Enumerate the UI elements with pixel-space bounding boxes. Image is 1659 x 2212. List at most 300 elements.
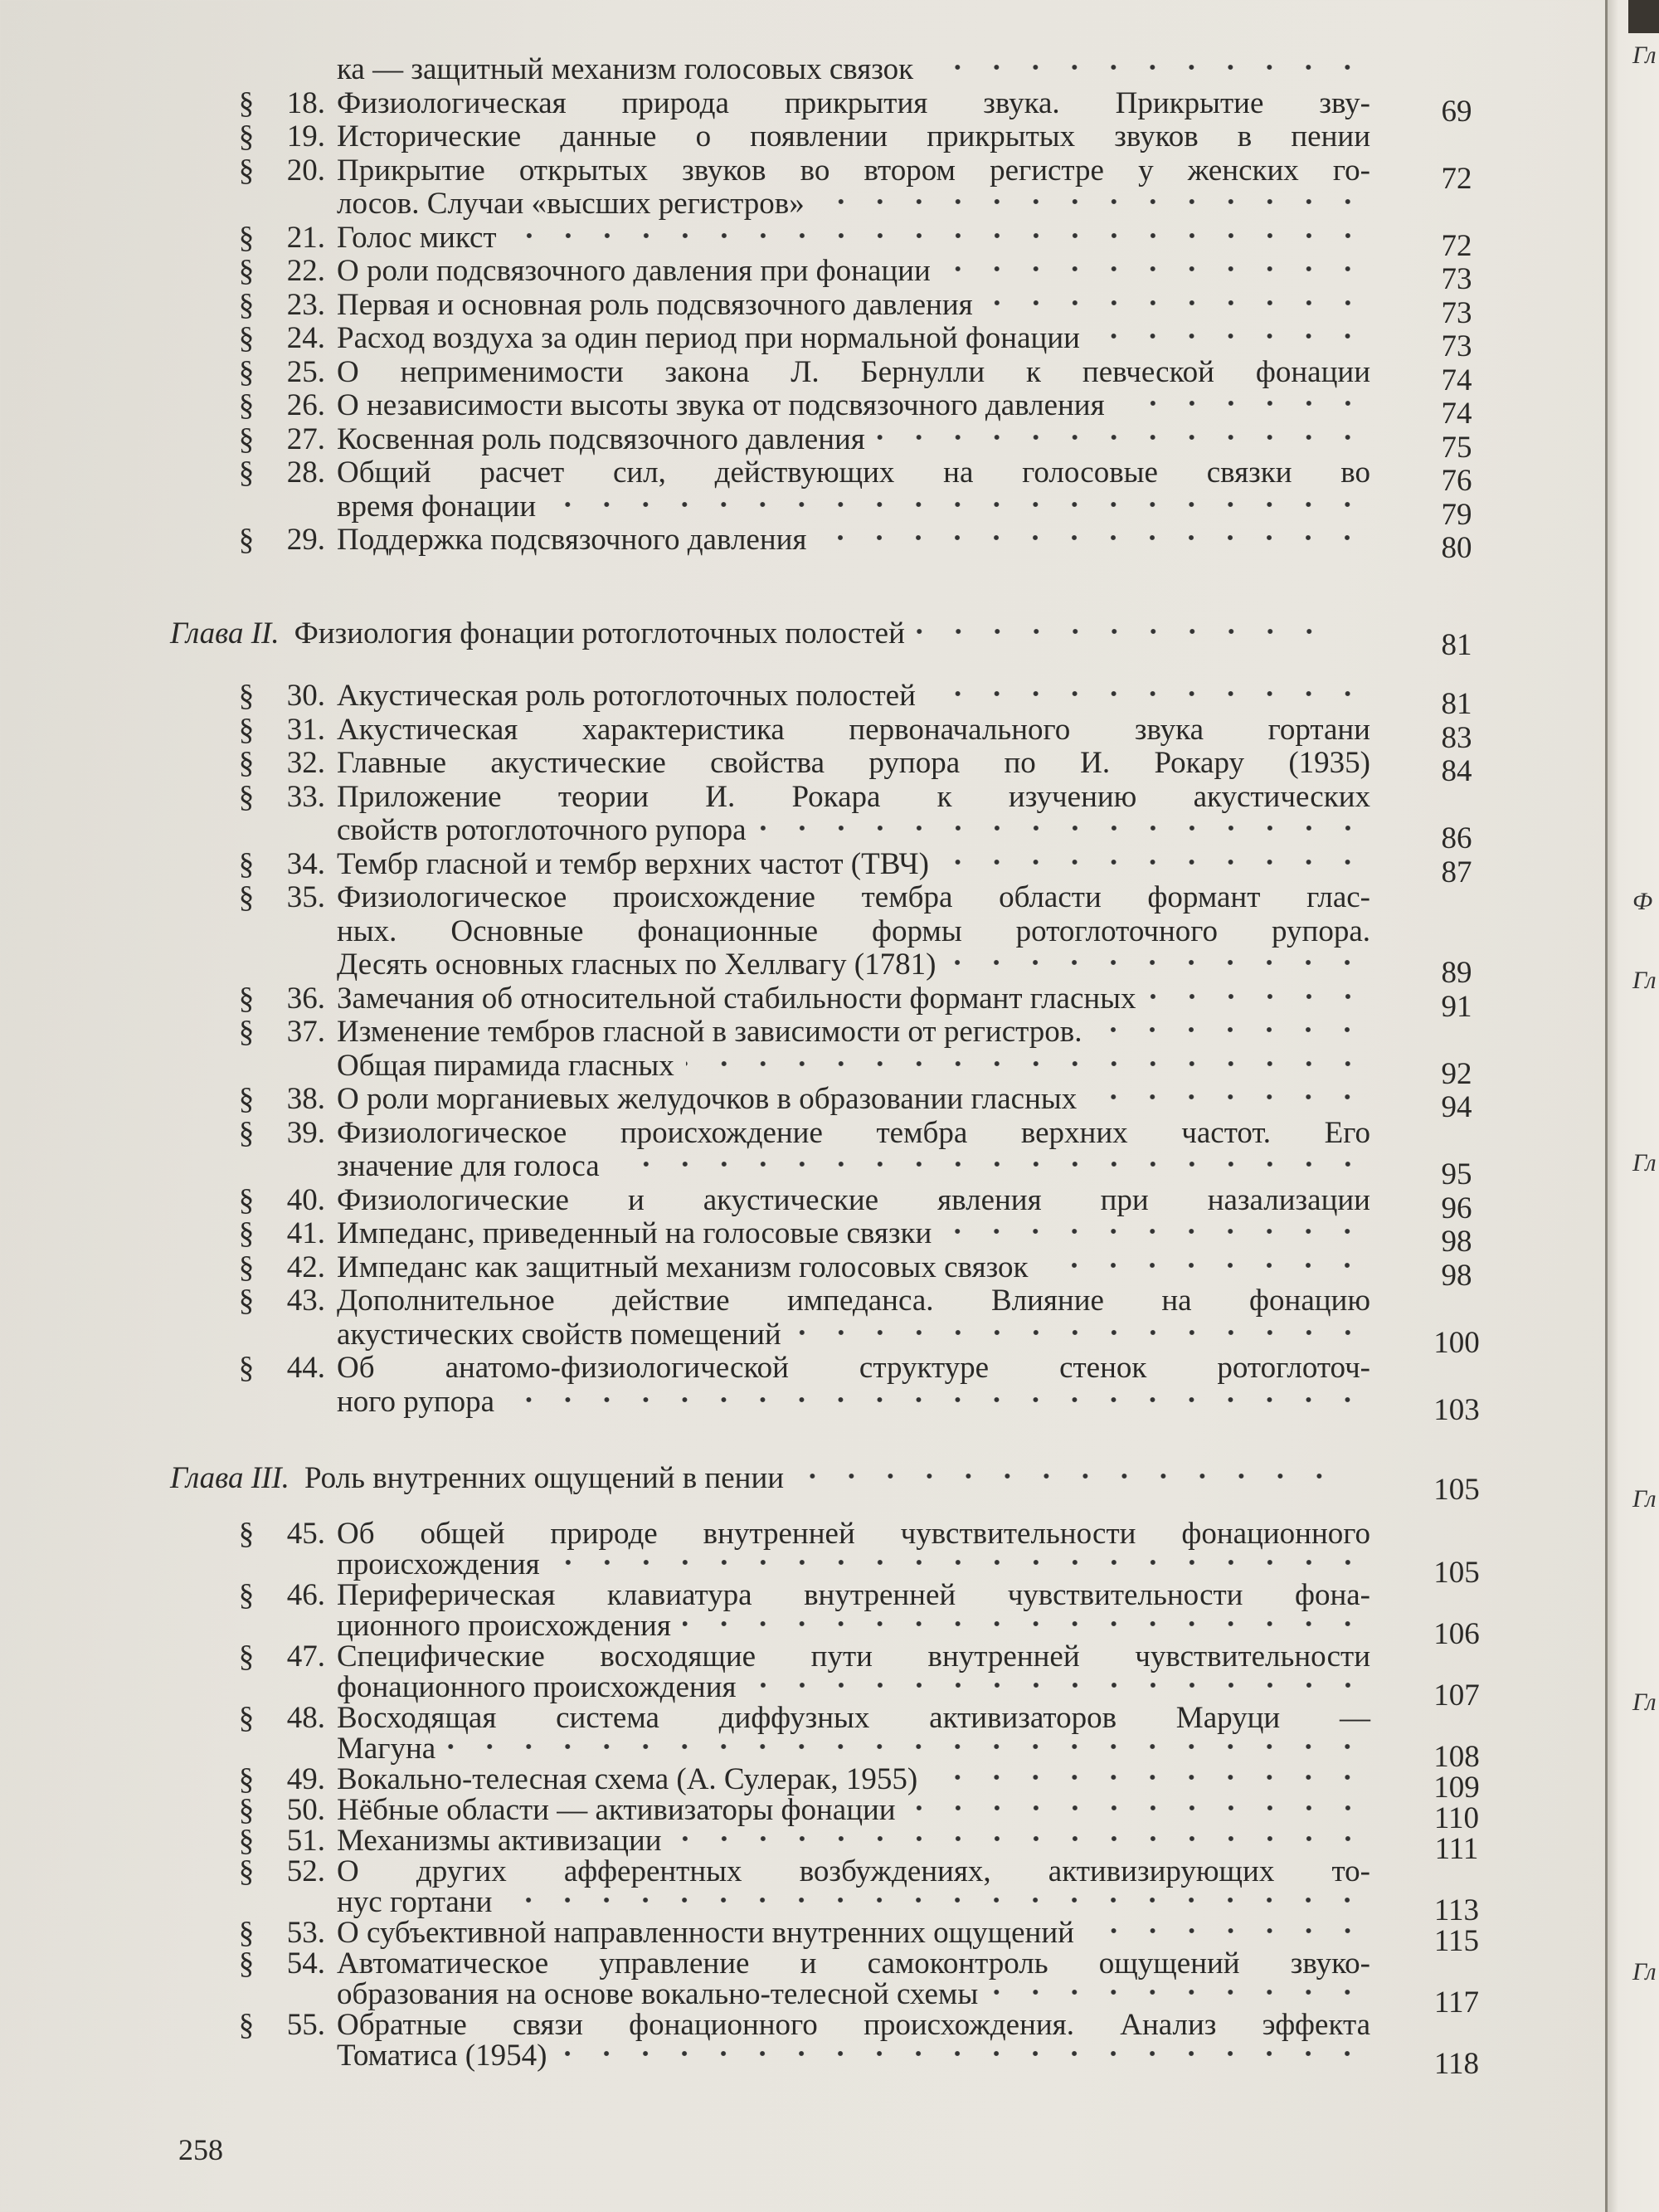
entry-text-line [337,1284,1370,1318]
section-sign: § [238,1115,255,1150]
entry-page-number: 96 [1441,1191,1472,1225]
toc-group-chapter-2 [170,616,1526,1427]
toc-entry [232,1284,1526,1318]
dot-leader [558,2042,1370,2065]
dot-leader [1117,392,1370,415]
toc-entry [232,456,1526,498]
entry-number: 23. [286,287,325,322]
toc-entry [232,781,1526,815]
entry-page-number: 80 [1441,531,1472,565]
entry-text-line [337,1825,1370,1856]
chapter-heading [170,1460,1526,1507]
section-sign: § [238,1082,255,1116]
entry-title: Физиологическое происхождение тембра верхних частот. Его [337,1115,1370,1150]
toc-entry [232,1016,1526,1050]
section-sign: § [238,1640,255,1674]
toc-entry-continuation [232,1885,1526,1927]
section-sign: § [238,1916,255,1950]
dot-leader [947,951,1370,974]
entry-title: значение для голоса [337,1149,600,1183]
entry-number: 42. [286,1250,325,1284]
toc-entry [232,679,1526,721]
entry-page-number: 106 [1433,1617,1480,1651]
entry-text-line [337,1672,1370,1703]
dot-leader [1148,985,1370,1008]
entry-title: Импеданс как защитный механизм голосовых связок [337,1250,1029,1284]
entry-page-number: 118 [1433,2047,1480,2081]
dot-leader [611,1152,1370,1176]
entry-title: Косвенная роль подсвязочного давления [337,421,865,456]
section-sign: § [238,321,255,355]
entry-title: Изменение тембров гласной в зависимости от регистров. [337,1015,1082,1049]
entry-title: фонационного происхождения [337,1670,737,1704]
toc-entry-continuation [232,813,1526,855]
entry-page-number: 89 [1441,956,1472,990]
chapter-title-line [294,616,1332,652]
entry-page-number: 92 [1441,1056,1472,1091]
entry-text-line [337,322,1370,355]
entry-text-line [337,1979,1370,2010]
toc-entry [232,1182,1526,1225]
entry-number: 49. [286,1762,325,1796]
chapter-page-number: 105 [1433,1473,1480,1507]
facing-page-text-fragment: Ф [1632,888,1653,915]
entry-page-number: 91 [1441,989,1472,1024]
entry-number: 37. [286,1015,325,1049]
dot-leader [925,56,1370,79]
toc-entry [232,120,1526,154]
entry-title: нус гортани [337,1885,493,1919]
dot-leader [547,493,1370,516]
dot-leader [818,526,1370,549]
entry-title: Нёбные области — активизаторы фонации [337,1793,896,1827]
toc-entry-continuation [232,915,1526,949]
entry-text-line [337,1549,1370,1580]
entry-number: 54. [286,1946,325,1981]
dot-leader [877,426,1370,449]
entry-number: 34. [286,846,325,881]
entry-title: свойств ротоглоточного рупора [337,813,747,847]
entry-text-line [337,948,1370,982]
entry-text-line [337,1948,1370,1979]
chapter-heading [170,616,1526,662]
entry-title: Периферическая клавиатура внутренней чувствительности фона- [337,1578,1370,1612]
dot-leader [1086,1919,1370,1942]
entry-number: 27. [286,421,325,456]
entry-title: Вокально-телесная схема (А. Сулерак, 1955) [337,1762,918,1796]
section-sign: § [238,1701,255,1735]
dot-leader [748,1674,1370,1697]
entry-text-line [337,1016,1370,1049]
entry-title: Дополнительное действие импеданса. Влияние на фонацию [337,1284,1370,1318]
entry-page-number: 74 [1441,363,1472,397]
entry-page-number: 73 [1441,329,1472,363]
toc-entry [232,712,1526,755]
chapter-label: Глава III. [170,1461,289,1495]
dot-leader [1092,324,1370,348]
entry-text-line [337,714,1370,747]
entry-number: 21. [286,220,325,255]
page-corner-shadow [1628,0,1659,33]
section-sign: § [238,2008,255,2042]
entry-title: О роли подсвязочного давления при фонации [337,254,931,288]
entry-text-line [337,1352,1370,1385]
toc-entry [232,1216,1526,1259]
entry-text-line [337,524,1370,557]
toc-entry [232,1580,1526,1610]
dot-leader [552,1551,1370,1574]
entry-page-number: 76 [1441,464,1472,498]
dot-leader [504,1888,1370,1912]
entry-title: Восходящая система диффузных активизаторов Маруци — [337,1701,1370,1735]
entry-page-number: 75 [1441,430,1472,465]
entry-text-line [337,2040,1370,2071]
entry-title: время фонации [337,489,537,524]
entry-text-line [337,1856,1370,1887]
entry-text-line [337,814,1370,847]
entry-text-line [337,1641,1370,1672]
section-sign: § [238,1793,255,1827]
dot-leader [793,1321,1370,1344]
entry-text-line [337,1610,1370,1641]
entry-title: Физиологическое происхождение тембра области формант глас- [337,880,1370,914]
section-sign: § [238,254,255,288]
entry-page-number: 117 [1433,1985,1480,2020]
entry-page-number: 115 [1433,1924,1480,1958]
toc-entry [232,1703,1526,1733]
entry-text-line [337,154,1370,188]
entry-number: 31. [286,712,325,747]
entry-text-line [337,781,1370,814]
entry-number: 38. [286,1082,325,1116]
section-sign: § [238,846,255,881]
section-sign: § [238,1854,255,1888]
toc-entry [232,1916,1526,1958]
entry-page-number: 84 [1441,754,1472,788]
entry-text-line [337,456,1370,490]
entry-number: 53. [286,1916,325,1950]
entry-title: Акустическая характеристика первоначального звука гортани [337,712,1370,747]
facing-page-text-fragment: Гл [1632,1149,1657,1177]
dot-leader [1039,1254,1370,1277]
entry-title: ного рупора [337,1384,495,1419]
entry-number: 45. [286,1517,325,1551]
entry-page-number: 95 [1441,1157,1472,1191]
section-sign: § [238,981,255,1016]
entry-text-line [337,1386,1370,1419]
entry-text-line [337,1795,1370,1825]
entry-title: Импеданс, приведенный на голосовые связки [337,1216,932,1250]
toc-entry [232,1824,1526,1866]
entry-text-line [337,982,1370,1016]
dot-leader [1093,1018,1370,1041]
dot-leader [985,291,1370,314]
entry-text-line [337,1318,1370,1352]
entry-number: 43. [286,1284,325,1318]
entry-title: лосов. Случаи «высших регистров» [337,187,805,221]
entry-title: Приложение теории И. Рокара к изучению акустических [337,779,1370,814]
section-sign: § [238,220,255,255]
section-sign: § [238,119,255,153]
toc-entry-continuation [232,188,1526,222]
toc-entry [232,1762,1526,1805]
facing-page-text-fragment: Гл [1632,967,1657,994]
entry-text-line [337,1580,1370,1610]
toc-entry [232,220,1526,263]
entry-number: 44. [286,1351,325,1385]
section-sign: § [238,679,255,713]
section-sign: § [238,153,255,188]
dot-leader [508,224,1370,247]
entry-number: 40. [286,1182,325,1217]
entry-title: образования на основе вокально-телесной схемы [337,1977,979,2011]
facing-page-text-fragment: Гл [1632,1688,1657,1716]
entry-title: Десять основных гласных по Хеллвагу (1781) [337,948,937,982]
section-sign: § [238,85,255,120]
entry-title: происхождения [337,1547,540,1581]
entry-number: 46. [286,1578,325,1612]
toc-entry [232,1856,1526,1887]
toc-entry [232,153,1526,196]
entry-number: 33. [286,779,325,814]
entry-number: 52. [286,1854,325,1888]
section-sign: § [238,388,255,422]
entry-title: Физиологическая природа прикрытия звука. Прикрытие зву- [337,85,1370,120]
entry-text-line [337,1184,1370,1217]
entry-number: 41. [286,1216,325,1250]
entry-number: 26. [286,388,325,422]
entry-number: 55. [286,2008,325,2042]
facing-page-edge [1605,0,1659,2212]
entry-title: Магуна [337,1732,436,1766]
toc-entry-continuation [232,1547,1526,1590]
toc-entry-continuation [232,1670,1526,1713]
entry-text-line [337,490,1370,524]
toc-entry [232,254,1526,296]
section-sign: § [238,421,255,456]
toc-entry-continuation [232,1609,1526,1651]
entry-title: ционного происхождения [337,1609,671,1643]
entry-page-number: 86 [1441,821,1472,855]
entry-text-line [337,289,1370,322]
toc-entry [232,1082,1526,1124]
section-sign: § [238,354,255,389]
dot-leader [686,1052,1370,1075]
entry-page-number: 79 [1441,497,1472,532]
entry-page-number: 113 [1433,1893,1480,1927]
entry-text-line [337,1917,1370,1948]
dot-leader [506,1388,1370,1411]
entry-page-number: 103 [1433,1392,1480,1427]
section-sign: § [238,779,255,814]
entry-number: 48. [286,1701,325,1735]
toc-entry [232,881,1526,915]
section-sign: § [238,1824,255,1858]
entry-page-number: 69 [1441,94,1472,129]
entry-text-line [337,1117,1370,1150]
entry-number: 20. [286,153,325,188]
entry-title: Томатиса (1954) [337,2039,547,2073]
facing-page-text-fragment: Гл [1632,1485,1657,1513]
section-sign: § [238,287,255,322]
entry-text-line [337,1083,1370,1116]
entry-title: О неприменимости закона Л. Бернулли к певческой фонации [337,354,1370,389]
section-sign: § [238,1216,255,1250]
chapter-title: Физиология фонации ротоглоточных полостей [294,616,905,650]
entry-text-line [337,1764,1370,1795]
entry-number: 24. [286,321,325,355]
section-sign: § [238,1015,255,1049]
dot-leader [943,1220,1370,1243]
dot-leader [674,1827,1370,1850]
entry-number: 19. [286,119,325,153]
section-sign: § [238,1250,255,1284]
entry-text-line [337,423,1370,456]
entry-title: Акустическая роль ротоглоточных полостей [337,679,916,713]
entry-text-line [337,53,1370,86]
toc-entry-continuation [232,1149,1526,1191]
toc-entry [232,321,1526,363]
entry-page-number: 107 [1433,1678,1480,1713]
entry-title: Исторические данные о появлении прикрытых звуков в пении [337,119,1370,153]
toc-entry [232,354,1526,397]
dot-leader [942,257,1370,280]
entry-page-number: 100 [1433,1325,1480,1360]
section-sign: § [238,1182,255,1217]
dot-leader [929,1766,1370,1789]
entry-title: Голос микст [337,220,497,255]
entry-number: 30. [286,679,325,713]
chapter-title: Роль внутренних ощущений в пении [304,1461,785,1495]
entry-number: 51. [286,1824,325,1858]
toc-entry [232,1518,1526,1549]
dot-leader [816,190,1370,213]
entry-title: Автоматическое управление и самоконтроль ощущений звуко- [337,1946,1370,1981]
toc-entry [232,746,1526,788]
section-sign: § [238,1762,255,1796]
entry-number: 25. [286,354,325,389]
toc-entry [232,1948,1526,1979]
chapter-label: Глава II. [170,616,280,650]
toc-entry-continuation [232,1977,1526,2020]
toc-entry [232,287,1526,330]
dot-leader [927,682,1370,705]
dot-leader [795,1464,1342,1488]
entry-page-number: 98 [1441,1258,1472,1293]
entry-number: 18. [286,85,325,120]
toc-entry [232,2010,1526,2040]
toc-entry-continuation [232,948,1526,990]
entry-page-number: 73 [1441,295,1472,330]
page-number: 258 [178,2133,223,2166]
dot-leader [758,816,1370,840]
section-sign: § [238,456,255,490]
dot-leader [990,1981,1370,2004]
toc-entry-continuation [232,1732,1526,1774]
toc-entry [232,1352,1526,1386]
entry-text-line [337,1050,1370,1083]
entry-number: 28. [286,456,325,490]
toc-entry-continuation [232,489,1526,532]
entry-text-line [337,222,1370,255]
entry-title: акустических свойств помещений [337,1317,781,1352]
entry-title: Прикрытие открытых звуков во втором регистре у женских го- [337,153,1370,188]
entry-number: 50. [286,1793,325,1827]
toc-entry [232,85,1526,129]
entry-title: Поддержка подсвязочного давления [337,523,807,557]
entry-text-line [337,1518,1370,1549]
toc-entry [232,1641,1526,1672]
entry-page-number: 72 [1441,228,1472,263]
entry-title: Специфические восходящие пути внутренней чувствительности [337,1640,1370,1674]
toc-entry [232,846,1526,889]
section-sign: § [238,1946,255,1981]
toc-entry-continuation [232,1384,1526,1427]
dot-leader [941,850,1370,874]
entry-text-line [337,389,1370,422]
entry-text-line [337,120,1370,153]
entry-title: Первая и основная роль подсвязочного давления [337,287,973,322]
toc-entry-continuation [232,2039,1526,2081]
entry-number: 29. [286,523,325,557]
dot-leader [917,620,1332,643]
entry-page-number: 108 [1433,1740,1480,1774]
section-sign: § [238,1351,255,1385]
toc-entry-continuation [232,53,1526,87]
dot-leader [907,1796,1370,1820]
entry-text-line [337,356,1370,389]
entry-title: ных. Основные фонационные формы ротоглоточного рупора. [337,914,1370,948]
section-sign: § [238,1578,255,1612]
entry-title: О роли морганиевых желудочков в образовании гласных [337,1082,1078,1116]
chapter-title-line [304,1460,1342,1497]
entry-title: Обратные связи фонационного происхождения. Анализ эффекта [337,2008,1370,2042]
entry-title: Об анатомо-физиологической структуре стенок ротоглоточ- [337,1351,1370,1385]
toc-entry [232,981,1526,1024]
entry-number: 35. [286,880,325,914]
toc-entry-continuation [232,1048,1526,1091]
dot-leader [1088,1085,1370,1108]
toc-entry [232,1117,1526,1151]
entry-title: ка — защитный механизм голосовых связок [337,52,914,86]
entry-number: 22. [286,254,325,288]
section-sign: § [238,1517,255,1551]
entry-text-line [337,255,1370,288]
entry-page-number: 110 [1433,1801,1480,1835]
toc-entry [232,421,1526,465]
entry-page-number: 81 [1441,687,1472,721]
entry-title: О независимости высоты звука от подсвязочного давления [337,388,1105,422]
dot-leader [683,1612,1370,1635]
entry-title: О субъективной направленности внутренних ощущений [337,1916,1074,1950]
entry-title: Механизмы активизации [337,1824,662,1858]
entry-text-line [337,188,1370,221]
entry-text-line [337,881,1370,914]
toc-entry-continuation [232,1317,1526,1360]
facing-page-text-fragment: Гл [1632,41,1657,69]
chapter-page-number: 81 [1441,628,1472,662]
entry-number: 36. [286,981,325,1016]
section-sign: § [238,523,255,557]
dot-leader [447,1735,1370,1758]
entry-text-line [337,1733,1370,1764]
entry-page-number: 94 [1441,1090,1472,1124]
entry-number: 47. [286,1640,325,1674]
section-sign: § [238,712,255,747]
entry-page-number: 83 [1441,720,1472,755]
section-sign: § [238,1284,255,1318]
entry-title: Общий расчет сил, действующих на голосовые связки во [337,456,1370,490]
